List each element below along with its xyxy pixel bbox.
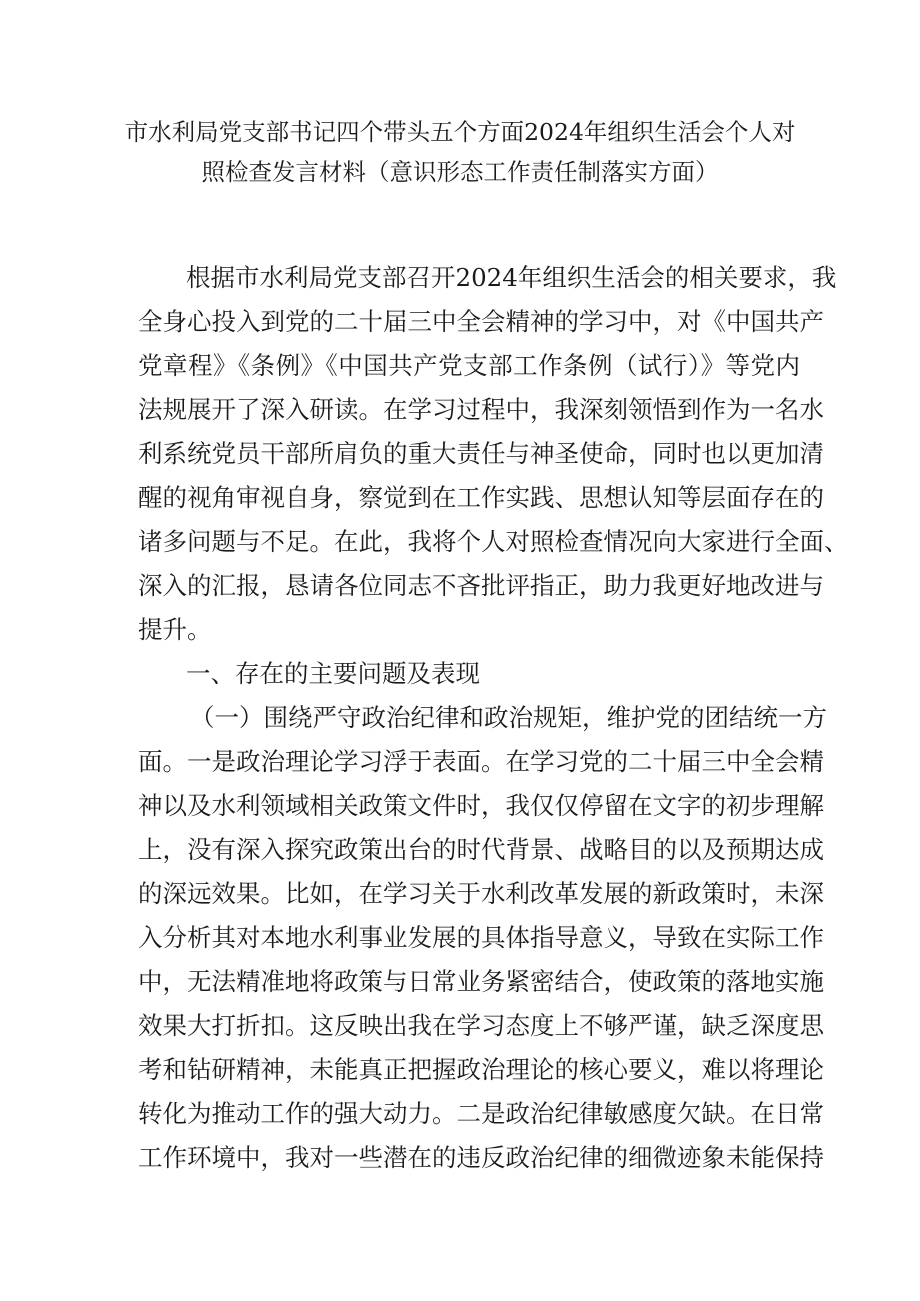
subsection-heading-line: （一）围绕严守政治纪律和政治规矩，维护党的团结统一方 — [190, 703, 827, 732]
paragraph-line: 考和钻研精神，未能真正把握政治理论的核心要义，难以将理论 — [138, 1055, 824, 1084]
paragraph-line: 工作环境中，我对一些潜在的违反政治纪律的细微迹象未能保持 — [138, 1143, 824, 1172]
paragraph-line: 深入的汇报，恳请各位同志不吝批评指正，助力我更好地改进与 — [138, 571, 824, 600]
paragraph-line: 法规展开了深入研读。在学习过程中，我深刻领悟到作为一名水 — [138, 395, 824, 424]
paragraph-line: 提升。 — [138, 615, 212, 644]
paragraph-line: 中，无法精准地将政策与日常业务紧密结合，使政策的落地实施 — [138, 967, 824, 996]
paragraph-line: 诸多问题与不足。在此，我将个人对照检查情况向大家进行全面、 — [138, 527, 849, 556]
document-title-line-2: 照检查发言材料（意识形态工作责任制落实方面） — [201, 158, 719, 186]
paragraph-line: 根据市水利局党支部召开2024年组织生活会的相关要求，我 — [186, 263, 837, 292]
document-title-line-1: 市水利局党支部书记四个带头五个方面2024年组织生活会个人对 — [124, 118, 796, 146]
paragraph-line: 转化为推动工作的强大动力。二是政治纪律敏感度欠缺。在日常 — [138, 1099, 824, 1128]
paragraph-line: 利系统党员干部所肩负的重大责任与神圣使命，同时也以更加清 — [138, 439, 824, 468]
paragraph-line: 全身心投入到党的二十届三中全会精神的学习中，对《中国共产 — [138, 307, 824, 336]
paragraph-line: 上，没有深入探究政策出台的时代背景、战略目的以及预期达成 — [138, 835, 824, 864]
paragraph-line: 入分析其对本地水利事业发展的具体指导意义，导致在实际工作 — [138, 923, 824, 952]
paragraph-line: 面。一是政治理论学习浮于表面。在学习党的二十届三中全会精 — [138, 747, 824, 776]
section-heading: 一、存在的主要问题及表现 — [186, 659, 480, 688]
paragraph-line: 党章程》《条例》《中国共产党支部工作条例（试行）》等党内 — [138, 351, 800, 380]
paragraph-line: 神以及水利领域相关政策文件时，我仅仅停留在文字的初步理解 — [138, 791, 824, 820]
paragraph-line: 醒的视角审视自身，察觉到在工作实践、思想认知等层面存在的 — [138, 483, 824, 512]
paragraph-line: 效果大打折扣。这反映出我在学习态度上不够严谨，缺乏深度思 — [138, 1011, 824, 1040]
paragraph-line: 的深远效果。比如，在学习关于水利改革发展的新政策时，未深 — [138, 879, 824, 908]
